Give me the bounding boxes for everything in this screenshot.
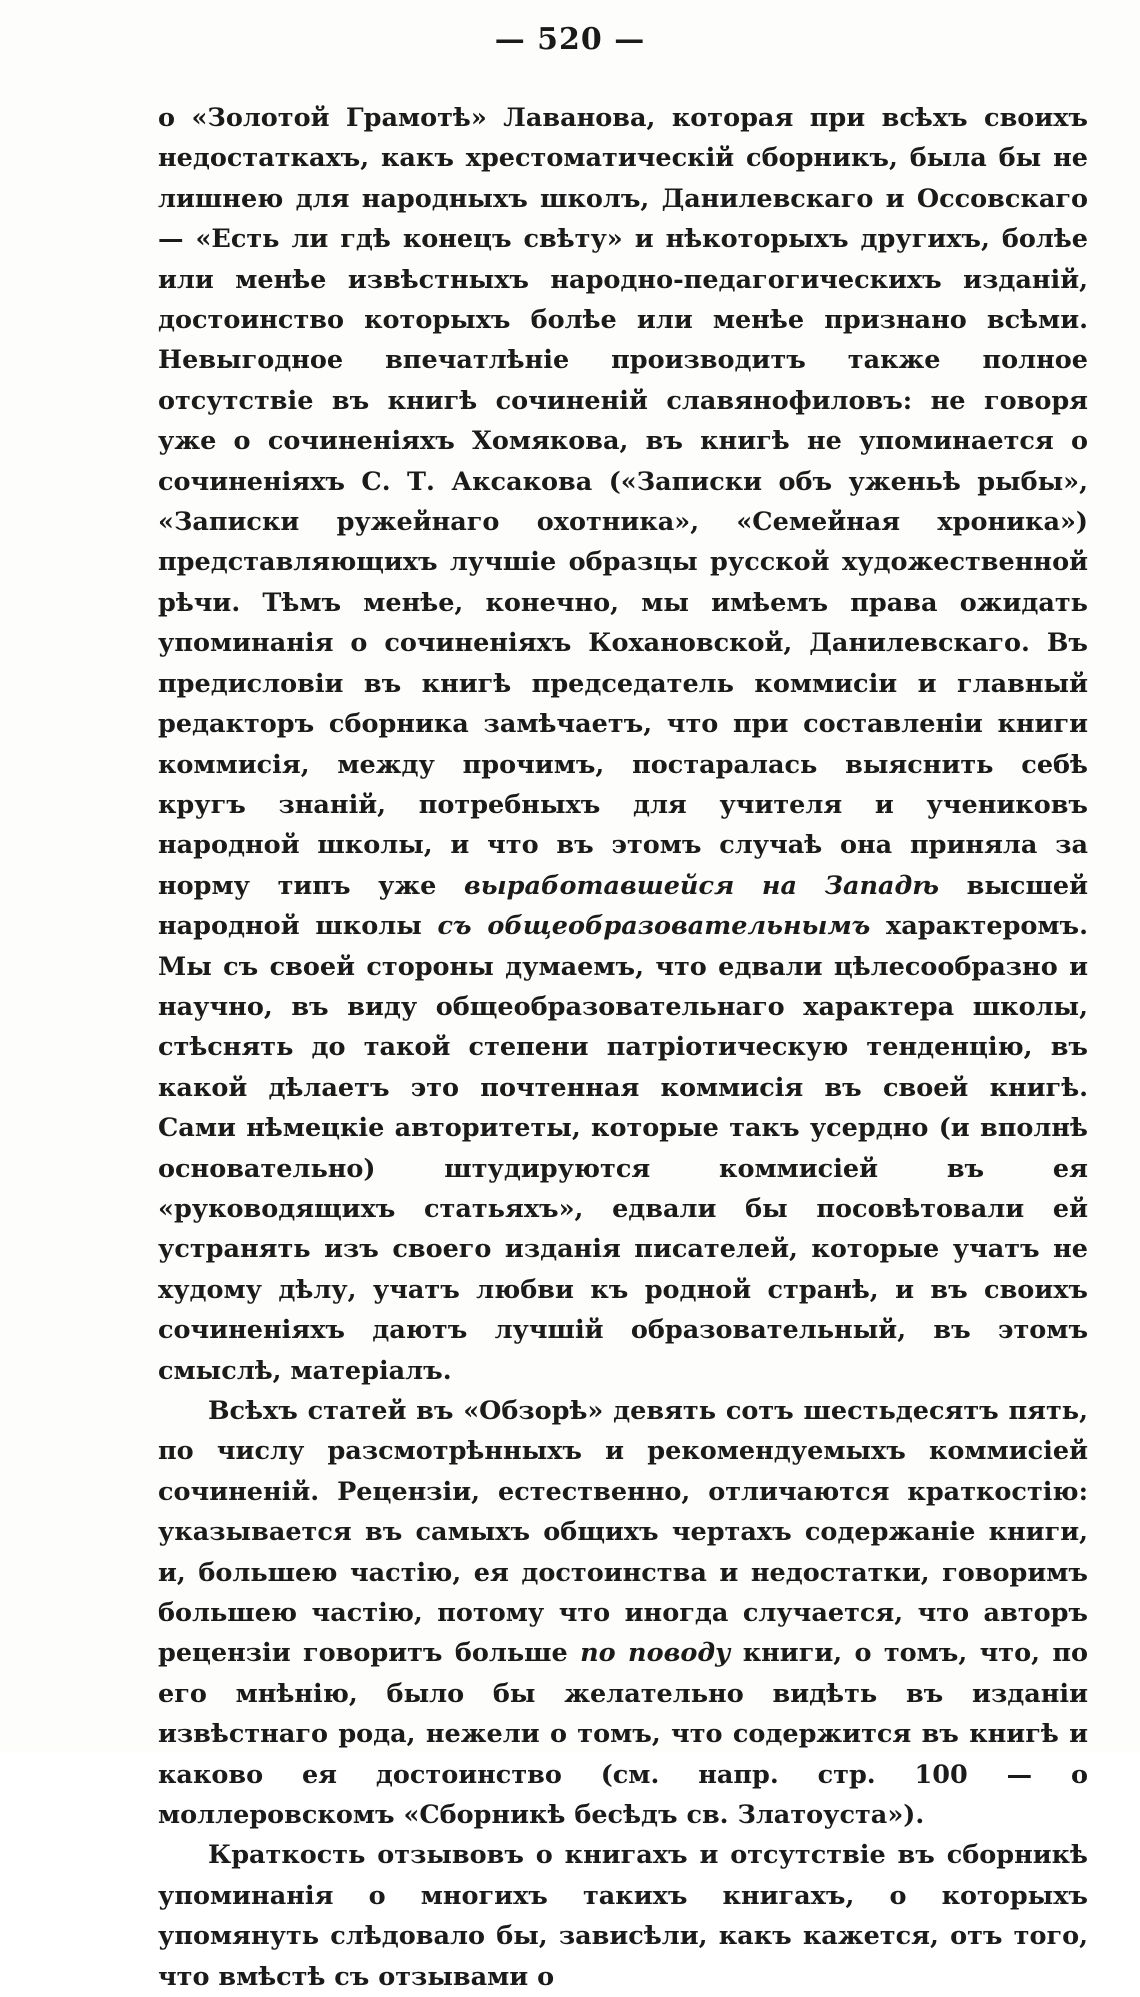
text-run: Краткость отзывовъ о книгахъ и отсутствіе въ сборникѣ упоминанія о многихъ такихъ книгахъ, о которыхъ упомянуть слѣдовало бы, зависѣли, какъ кажется, отъ того, что вмѣстѣ съ отзывами о <box>158 1840 1088 1992</box>
paragraph <box>158 1391 1088 1835</box>
italic-phrase: выработавшейся на Западѣ <box>463 870 940 901</box>
italic-phrase: съ общеобразовательнымъ <box>437 911 871 942</box>
paragraph <box>158 1835 1088 1997</box>
text-run: Всѣхъ статей въ «Обзорѣ» девять сотъ шестьдесятъ пять, по числу разсмотрѣнныхъ и рекомендуемыхъ коммисіей сочиненій. Рецензіи, естественно, отличаются краткостію: указывается въ самыхъ общихъ чертахъ содержаніе книги, и, большею частію, ея достоинства и недостатки, говоримъ большею частію, потому что иногда случается, что авторъ рецензіи говоритъ больше <box>158 1396 1088 1669</box>
text-run: высшей народной школы <box>158 870 1088 942</box>
text-run: книги, о томъ, что, по его мнѣнію, было бы желательно видѣть въ изданіи извѣстнаго рода, нежели о томъ, что содержится въ книгѣ и каково ея достоинство (см. напр. стр. 100 — о моллеровскомъ «Сборникѣ бесѣдъ св. Златоуста»). <box>158 1638 1088 1831</box>
body-text <box>158 98 1088 1997</box>
text-run: характеромъ. Мы съ своей стороны думаемъ, что едвали цѣлесообразно и научно, въ виду общеобразовательнаго характера школы, стѣснять до такой степени патріотическую тенденцію, въ какой дѣлаетъ это почтенная коммисія въ своей книгѣ. Сами нѣмецкіе авторитеты, которые такъ усердно (и вполнѣ основательно) штудируются коммисіей въ ея «руководящихъ статьяхъ», едвали бы посовѣтовали ей устранять изъ своего изданія писателей, которые учатъ не худому дѣлу, учатъ любви къ родной странѣ, и въ своихъ сочиненіяхъ даютъ лучшій образовательный, въ этомъ смыслѣ, матеріалъ. <box>158 911 1088 1386</box>
italic-phrase: по поводу <box>580 1638 731 1669</box>
text-run: о «Золотой Грамотѣ» Лаванова, которая при всѣхъ своихъ недостаткахъ, какъ хрестоматическій сборникъ, была бы не лишнею для народныхъ школъ, Данилевскаго и Оссовскаго — «Есть ли гдѣ конецъ свѣту» и нѣкоторыхъ другихъ, болѣе или менѣе извѣстныхъ народно-педагогическихъ изданій, достоинство которыхъ болѣе или менѣе признано всѣми. Невыгодное впечатлѣніе производитъ также полное отсутствіе въ книгѣ сочиненій славянофиловъ: не говоря уже о сочиненіяхъ Хомякова, въ книгѣ не упоминается о сочиненіяхъ С. Т. Аксакова («Записки объ уженьѣ рыбы», «Записки ружейнаго охотника», «Семейная хроника») представляющихъ лучшіе образцы русской художественной рѣчи. Тѣмъ менѣе, конечно, мы имѣемъ права ожидать упоминанія о сочиненіяхъ Кохановской, Данилевскаго. Въ предисловіи въ книгѣ председатель коммисіи и главный редакторъ сборника замѣчаетъ, что при составленіи книги коммисія, между прочимъ, постаралась выяснить себѣ кругъ знаній, потребныхъ для учителя и учениковъ народной школы, и что въ этомъ случаѣ она приняла за норму типъ уже <box>158 103 1088 901</box>
page-number: — 520 — <box>494 22 646 57</box>
paragraph <box>158 98 1088 1391</box>
